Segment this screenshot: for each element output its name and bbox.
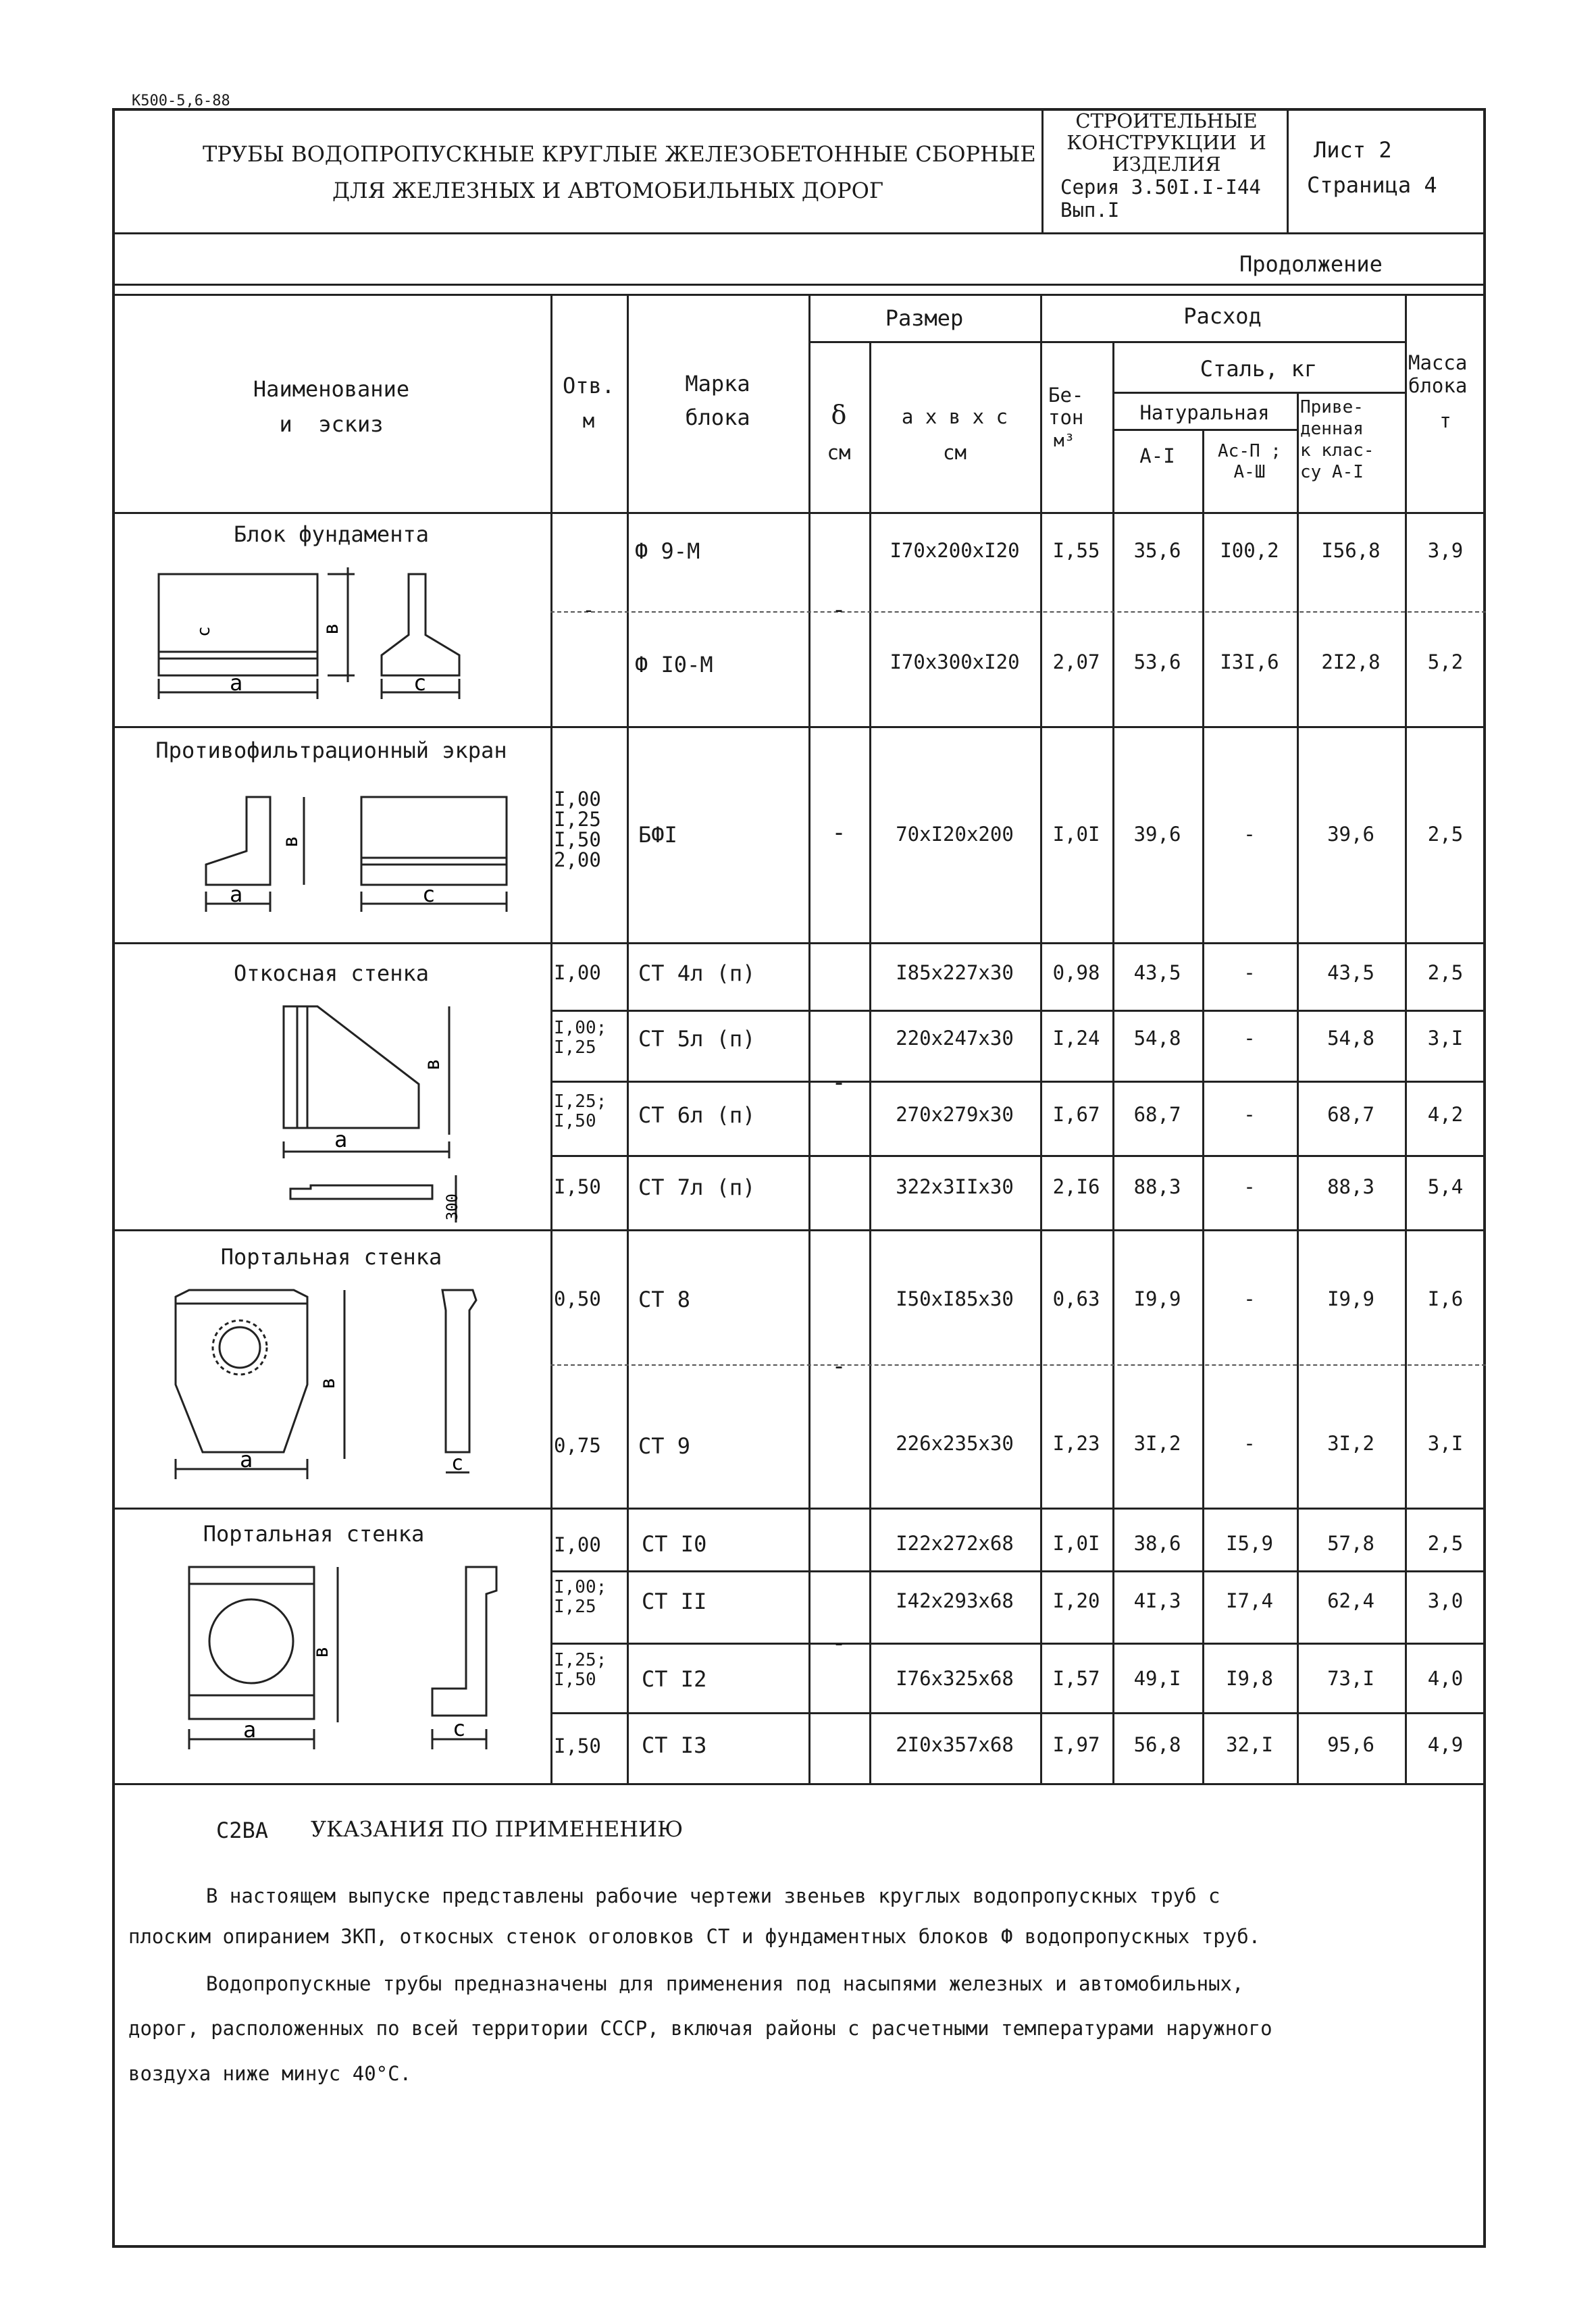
group-title-screen: Противофильтрационный экран [155,738,507,763]
header-consumption: Расход [1183,303,1262,329]
paragraph-1-line-1: В настоящем выпуске представлены рабочие чертежи звеньев круглых водопропускных труб с [206,1884,1220,1907]
cell-otv: I,50 [554,1734,601,1757]
cell-otv: I,00; I,25 [554,1577,607,1617]
cell-mark: СТ II [642,1589,707,1614]
cell-mass: 4,9 [1427,1733,1464,1756]
cell-concrete: I,57 [1052,1667,1100,1690]
cell-concrete: I,24 [1052,1027,1100,1050]
label-a: а [230,670,243,696]
cell-otv: I,50 [554,1175,601,1198]
group-title-portal-wall-1: Портальная стенка [220,1244,442,1270]
cell-mark: БФI [638,822,677,848]
cell-mark: СТ 9 [638,1433,691,1459]
otv-screen-1: I,00 [554,788,601,811]
cell-mark: СТ I0 [642,1531,707,1557]
cell-steel-ac: - [1243,1103,1256,1126]
cell-concrete: I,67 [1052,1103,1100,1126]
cell-size: 70xI20x200 [896,823,1014,846]
delta-dash-screen: - [831,819,846,846]
otv-screen-3: I,50 [554,828,601,851]
paragraph-1-line-2: плоским опиранием ЗКП, откосных стенок оголовков СТ и фундаментных блоков Ф водопропускных труб. [128,1925,1261,1948]
label-a: а [230,881,243,907]
cell-concrete: I,0I [1052,823,1100,846]
issue: Вып.I [1060,199,1120,222]
cell-steel-reduced: 95,6 [1327,1733,1374,1756]
cell-size: I70x300xI20 [890,650,1020,673]
cell-mark: СТ 6л (п) [638,1102,756,1128]
cell-steel-reduced: I56,8 [1321,539,1381,562]
title-line-1: ТРУБЫ ВОДОПРОПУСКНЫЕ КРУГЛЫЕ ЖЕЛЕЗОБЕТОННЫЕ СБОРНЫЕ [203,141,1036,167]
cell-size: 220x247x30 [896,1027,1014,1050]
cell-steel-reduced: 57,8 [1327,1532,1374,1555]
cell-concrete: 0,63 [1052,1287,1100,1310]
cell-concrete: 2,I6 [1052,1175,1100,1198]
cell-mark: СТ I2 [642,1666,707,1692]
cell-steel-a1: 53,6 [1133,650,1181,673]
label-b: в [421,1058,444,1071]
label-a: а [240,1447,253,1472]
header-steel: Сталь, кг [1200,356,1318,382]
header-delta: δ [831,400,847,430]
cell-steel-ac: I00,2 [1220,539,1279,562]
title-line-2: ДЛЯ ЖЕЛЕЗНЫХ И АВТОМОБИЛЬНЫХ ДОРОГ [332,178,884,203]
header-concrete-3: м³ [1054,431,1075,451]
delta-dash-portal-2: - [831,1630,846,1657]
cell-steel-reduced: 62,4 [1327,1589,1374,1612]
paragraph-2-line-1: Водопропускные трубы предназначены для применения под насыпями железных и автомобильных, [206,1972,1244,1995]
cell-steel-reduced: 73,I [1327,1667,1374,1690]
label-b: в [316,1377,340,1389]
delta-dash-portal-1: - [831,1353,846,1380]
cell-mark: СТ 8 [638,1287,691,1312]
series: Серия 3.50I.I-I44 [1060,176,1261,199]
cell-mark: СТ 4л (п) [638,960,756,986]
cell-mass: 3,I [1427,1027,1464,1050]
header-mark-1: Марка [685,371,750,396]
otv-dash-foundation: - [582,598,595,621]
cell-steel-a1: 54,8 [1133,1027,1181,1050]
label-b: в [319,622,343,635]
sketch-portal-wall-1 [162,1277,513,1499]
label-c: с [422,881,436,907]
cell-mass: 3,0 [1427,1589,1464,1612]
page-number: Страница 4 [1307,172,1437,198]
delta-dash-slope-wall: - [831,1069,846,1096]
cell-mark: Ф I0-М [635,652,713,677]
cell-size: I22x272x68 [896,1532,1014,1555]
header-a1: А-I [1139,444,1175,467]
cell-otv: 0,75 [554,1434,601,1457]
cell-steel-a1: 49,I [1133,1667,1181,1690]
cell-steel-reduced: 88,3 [1327,1175,1374,1198]
cell-mark: СТ I3 [642,1732,707,1758]
cell-steel-ac: - [1243,1175,1256,1198]
cell-steel-reduced: 54,8 [1327,1027,1374,1050]
label-a: а [243,1717,257,1743]
cell-otv: 0,50 [554,1287,601,1310]
cell-concrete: I,97 [1052,1733,1100,1756]
cell-mark: СТ 5л (п) [638,1026,756,1052]
header-reduced-1: Приве- [1300,397,1364,417]
cell-steel-a1: 43,5 [1133,961,1181,984]
cell-steel-ac: - [1243,1287,1256,1310]
cell-steel-a1: 4I,3 [1133,1589,1181,1612]
header-natural: Натуральная [1139,401,1270,424]
cell-concrete: I,20 [1052,1589,1100,1612]
cell-mark: СТ 7л (п) [638,1175,756,1200]
cell-steel-ac: - [1243,1432,1256,1455]
cell-size: I70x200xI20 [890,539,1020,562]
cell-concrete: I,55 [1052,539,1100,562]
otv-screen-4: 2,00 [554,848,601,871]
cell-size: I50xI85x30 [896,1287,1014,1310]
cell-concrete: 2,07 [1052,650,1100,673]
cell-size: I42x293x68 [896,1589,1014,1612]
group-title-foundation: Блок фундамента [234,521,429,547]
cell-size: 2I0x357x68 [896,1733,1014,1756]
cell-steel-ac: I7,4 [1226,1589,1273,1612]
cell-otv: I,25; I,50 [554,1650,607,1690]
header-mass-2: блока [1408,374,1468,397]
header-abc-unit: см [943,441,967,464]
svg-text:с: с [194,626,214,637]
cell-steel-a1: 56,8 [1133,1733,1181,1756]
cell-otv: I,00; I,25 [554,1018,607,1058]
header-name-1: Наименование [253,376,410,402]
cell-mass: 2,5 [1427,961,1464,984]
header-reduced-3: к клас- [1300,440,1374,461]
sketch-foundation-block [149,567,527,716]
section-code: С2ВА [216,1818,269,1843]
stamp-line-1: СТРОИТЕЛЬНЫЕ [1075,109,1258,132]
header-concrete-1: Бе- [1048,384,1084,407]
group-title-portal-wall-2: Портальная стенка [203,1521,425,1547]
cell-mass: 3,9 [1427,539,1464,562]
sketch-slope-wall [270,993,486,1229]
cell-mass: 5,2 [1427,650,1464,673]
header-ac2-1: Ас-П ; [1218,441,1281,461]
cell-concrete: I,0I [1052,1532,1100,1555]
cell-concrete: 0,98 [1052,961,1100,984]
label-dim-300: 300 [444,1193,461,1220]
header-concrete-2: тон [1048,406,1084,429]
cell-mark: Ф 9-М [635,538,700,564]
sheet-number: Лист 2 [1314,137,1392,163]
cell-mass: 3,I [1427,1432,1464,1455]
cell-steel-reduced: 39,6 [1327,823,1374,846]
header-abc: а х в х с [901,405,1008,428]
cell-size: I76x325x68 [896,1667,1014,1690]
header-reduced-2: денная [1300,419,1364,439]
cell-steel-a1: 88,3 [1133,1175,1181,1198]
cell-steel-ac: I3I,6 [1220,650,1279,673]
label-b: в [309,1645,333,1658]
header-name-2: и эскиз [279,411,384,437]
cell-steel-a1: 38,6 [1133,1532,1181,1555]
cell-steel-a1: 39,6 [1133,823,1181,846]
cell-steel-a1: I9,9 [1133,1287,1181,1310]
cell-mass: 4,0 [1427,1667,1464,1690]
paragraph-2-line-2: дорог, расположенных по всей территории СССР, включая районы с расчетными температурами наружного [128,2017,1272,2040]
otv-screen-2: I,25 [554,808,601,831]
cell-steel-a1: 35,6 [1133,539,1181,562]
cell-steel-ac: - [1243,961,1256,984]
stamp-line-3: ИЗДЕЛИЯ [1112,153,1221,176]
cell-mass: 2,5 [1427,823,1464,846]
cell-steel-reduced: 68,7 [1327,1103,1374,1126]
cell-otv: I,00 [554,1533,601,1556]
label-b: в [279,835,303,848]
cell-size: 226x235x30 [896,1432,1014,1455]
cell-steel-reduced: 43,5 [1327,961,1374,984]
cell-mass: 2,5 [1427,1532,1464,1555]
sketch-portal-wall-2 [176,1553,513,1776]
label-c: с [451,1451,464,1475]
label-a: а [334,1127,348,1152]
cell-size: 270x279x30 [896,1103,1014,1126]
header-delta-unit: см [827,441,851,464]
header-otv-1: Отв. [562,373,615,398]
cell-steel-ac: - [1243,1027,1256,1050]
cell-steel-reduced: 2I2,8 [1321,650,1381,673]
cell-size: I85x227x30 [896,961,1014,984]
header-ac2-2: А-Ш [1233,462,1266,482]
delta-dash-foundation: - [831,596,846,623]
group-title-slope-wall: Откосная стенка [234,960,429,986]
cell-otv: I,00 [554,961,601,984]
header-size: Размер [885,305,964,331]
cell-steel-ac: 32,I [1226,1733,1273,1756]
cell-steel-reduced: 3I,2 [1327,1432,1374,1455]
label-c: с [453,1716,466,1741]
cell-steel-ac: - [1243,823,1256,846]
cell-steel-ac: I9,8 [1226,1667,1273,1690]
header-mass-1: Масса [1408,351,1468,374]
cell-concrete: I,23 [1052,1432,1100,1455]
cell-mass: 5,4 [1427,1175,1464,1198]
continuation-label: Продолжение [1239,251,1383,277]
paragraph-2-line-3: воздуха ниже минус 40°С. [128,2062,412,2085]
section-heading: УКАЗАНИЯ ПО ПРИМЕНЕНИЮ [311,1816,684,1842]
cell-mass: I,6 [1427,1287,1464,1310]
cell-size: 322x3IIx30 [896,1175,1014,1198]
stamp-line-2: КОНСТРУКЦИИ И [1066,131,1266,154]
sketch-screen [189,783,540,919]
header-otv-2: м [582,409,595,432]
cell-otv: I,25; I,50 [554,1091,607,1131]
cell-steel-a1: 3I,2 [1133,1432,1181,1455]
cell-steel-a1: 68,7 [1133,1103,1181,1126]
header-mark-2: блока [685,405,750,430]
document-code: К500-5,6-88 [132,93,230,109]
cell-steel-reduced: I9,9 [1327,1287,1374,1310]
cell-mass: 4,2 [1427,1103,1464,1126]
cell-steel-ac: I5,9 [1226,1532,1273,1555]
label-c: с [413,670,427,696]
header-mass-3: т [1439,409,1451,432]
header-reduced-4: су А-I [1300,462,1364,482]
